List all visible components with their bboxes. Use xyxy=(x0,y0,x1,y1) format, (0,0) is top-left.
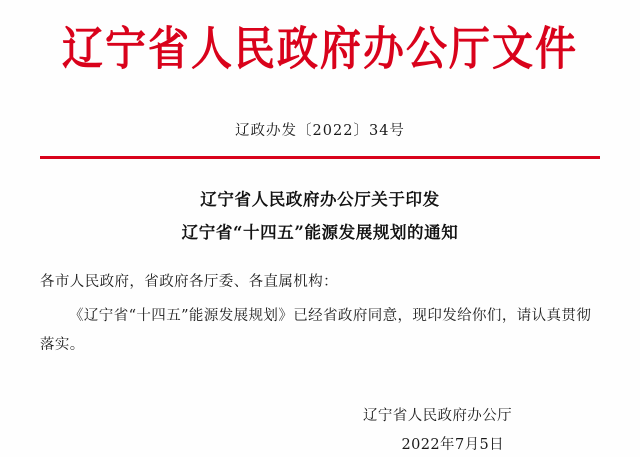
document-header xyxy=(0,0,640,76)
page-title: 辽宁省人民政府办公厅文件 xyxy=(62,22,578,76)
document-body xyxy=(40,159,600,460)
document-signature: 辽宁省人民政府办公厅 xyxy=(363,407,512,424)
document-number: 辽政办发〔2022〕34号 xyxy=(235,123,405,140)
document-number-row xyxy=(0,119,640,140)
document-subject-line-2: 辽宁省“十四五”能源发展规划的通知 xyxy=(181,222,459,242)
document-subject-line-1: 辽宁省人民政府办公厅关于印发 xyxy=(200,189,440,209)
document-date: 2022年7月5日 xyxy=(401,437,504,454)
document-paragraph xyxy=(40,302,600,359)
paragraph-text: 《辽宁省“十四五”能源发展规划》已经省政府同意，现印发给你们，请认真贯彻落实。 xyxy=(40,308,592,353)
document-recipient: 各市人民政府，省政府各厅委、各直属机构： xyxy=(40,273,338,290)
document-subject xyxy=(40,183,600,249)
